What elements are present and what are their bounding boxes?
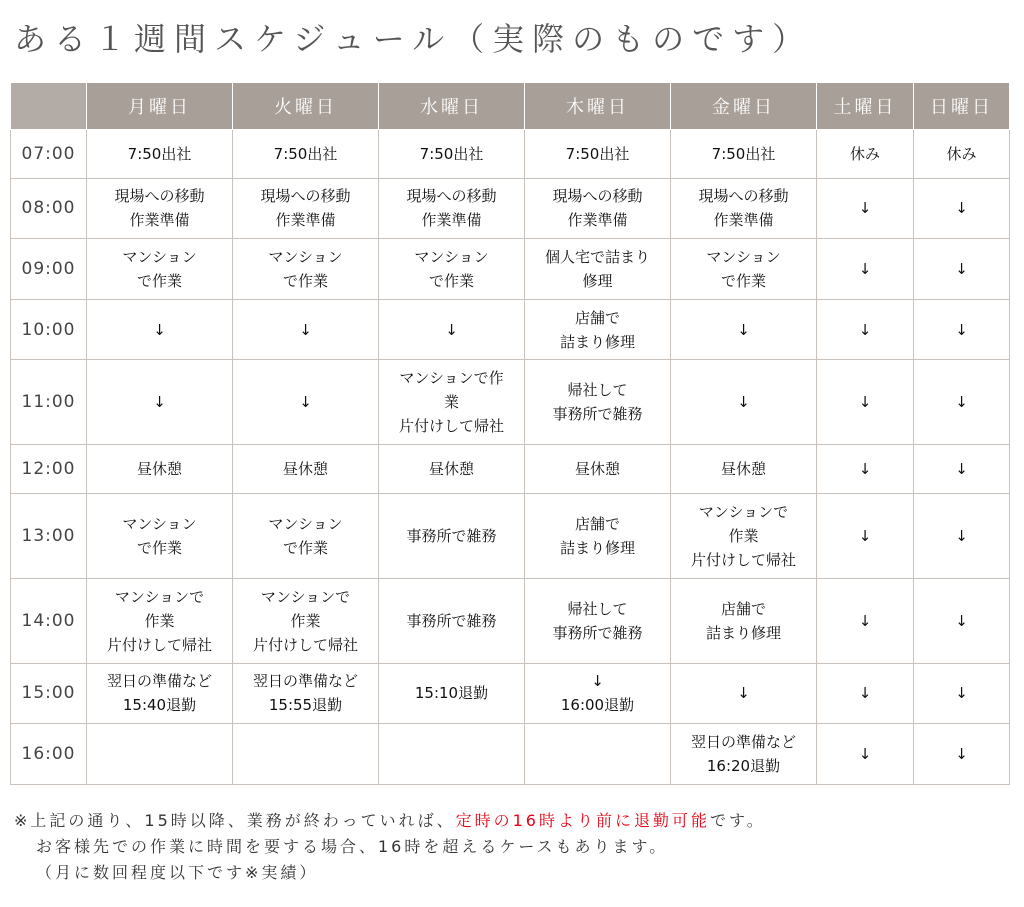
cell-text: 作業準備 (275, 211, 336, 230)
cell-text: マンション (268, 514, 343, 533)
cell-text: 事務所で雑務 (552, 623, 643, 642)
cell-text: ↓ (858, 460, 872, 479)
schedule-cell (817, 178, 914, 239)
cell-text: で作業 (428, 271, 474, 290)
footnote (14, 808, 766, 886)
cell-text: ↓ (955, 611, 968, 630)
schedule-cell (233, 239, 379, 300)
day-header: 木曜日 (525, 83, 671, 130)
cell-text: 昼休憩 (428, 460, 474, 479)
cell-text: 修理 (582, 271, 613, 290)
table-row (11, 445, 1010, 494)
schedule-cell (914, 299, 1010, 360)
page-title: ある１週間スケジュール（実際のものです） (14, 20, 813, 58)
cell-text: ↓ (858, 320, 872, 339)
cell-text: ↓ (858, 393, 872, 412)
time-label: 08:00 (11, 178, 87, 239)
schedule-cell (817, 663, 914, 724)
cell-text: ↓ (955, 199, 968, 218)
schedule-cell (233, 493, 379, 578)
schedule-cell (914, 360, 1010, 445)
cell-text: マンションで (114, 587, 205, 606)
cell-text: マンションで (698, 502, 789, 521)
schedule-cell (671, 360, 817, 445)
schedule-cell (379, 239, 525, 300)
cell-text: 7:50出社 (419, 144, 484, 163)
cell-text: 昼休憩 (282, 460, 328, 479)
schedule-cell (671, 663, 817, 724)
schedule-cell (525, 130, 671, 179)
cell-text: 店舗で (574, 514, 620, 533)
cell-text: 現場への移動 (260, 187, 351, 206)
footnote-text: ※上記の通り、15時以降、業務が終わっていれば、 (14, 811, 456, 830)
schedule-cell (87, 130, 233, 179)
cell-text: 7:50出社 (127, 144, 192, 163)
schedule-cell (817, 130, 914, 179)
schedule-cell (233, 663, 379, 724)
cell-text: ↓ (858, 611, 872, 630)
cell-text: 作業 (290, 611, 321, 630)
schedule-cell (87, 239, 233, 300)
cell-text: ↓ (955, 393, 968, 412)
cell-text: ↓ (737, 684, 750, 703)
cell-text: マンション (122, 247, 197, 266)
cell-text: 片付けして帰社 (252, 635, 358, 654)
cell-text: 昼休憩 (574, 460, 620, 479)
day-header: 火曜日 (233, 83, 379, 130)
cell-text: ↓ (955, 259, 968, 278)
schedule-cell (233, 299, 379, 360)
footnote-line-3: （月に数回程度以下です※実績） (36, 863, 319, 882)
schedule-cell (525, 663, 671, 724)
schedule-cell (525, 360, 671, 445)
cell-text: 業 (443, 393, 459, 412)
cell-text: 片付けして帰社 (690, 550, 796, 569)
schedule-cell (817, 578, 914, 663)
cell-text: ↓ (955, 526, 968, 545)
schedule-cell (525, 578, 671, 663)
schedule-cell (914, 178, 1010, 239)
day-header: 月曜日 (87, 83, 233, 130)
cell-text: マンション (706, 247, 781, 266)
footnote-highlight: 定時の16時より前に退勤可能 (455, 811, 710, 830)
cell-text: 片付けして帰社 (398, 417, 504, 436)
schedule-cell (379, 663, 525, 724)
schedule-cell (817, 724, 914, 785)
cell-text: ↓ (955, 745, 968, 764)
cell-text: 作業準備 (129, 211, 190, 230)
cell-text: 事務所で雑務 (406, 526, 497, 545)
schedule-cell (817, 445, 914, 494)
table-row (11, 578, 1010, 663)
time-label: 14:00 (11, 578, 87, 663)
cell-text: 作業 (728, 526, 759, 545)
cell-text: 翌日の準備など (106, 672, 212, 691)
schedule-cell (379, 445, 525, 494)
schedule-cell (87, 493, 233, 578)
cell-text: 作業 (144, 611, 175, 630)
cell-text: ↓ (153, 320, 166, 339)
cell-text: 作業準備 (713, 211, 774, 230)
table-row (11, 130, 1010, 179)
cell-text: 現場への移動 (114, 187, 205, 206)
schedule-cell (87, 663, 233, 724)
schedule-cell (87, 360, 233, 445)
schedule-cell (525, 178, 671, 239)
cell-text: 15:10退勤 (414, 684, 489, 703)
cell-text: 16:20退勤 (706, 757, 781, 776)
cell-text: ↓ (858, 259, 872, 278)
schedule-cell (379, 299, 525, 360)
header-row (11, 83, 1010, 130)
schedule-cell (914, 724, 1010, 785)
cell-text: 片付けして帰社 (106, 635, 212, 654)
schedule-cell (233, 130, 379, 179)
schedule-cell (914, 663, 1010, 724)
schedule-cell (87, 178, 233, 239)
cell-text: 事務所で雑務 (406, 611, 497, 630)
schedule-cell (525, 493, 671, 578)
schedule-cell (87, 445, 233, 494)
cell-text: 事務所で雑務 (552, 405, 643, 424)
schedule-cell (671, 130, 817, 179)
cell-text: 詰まり修理 (559, 332, 635, 351)
cell-text: 翌日の準備など (690, 733, 796, 752)
schedule-cell (233, 178, 379, 239)
schedule-cell (525, 299, 671, 360)
cell-text: マンションで (260, 587, 351, 606)
cell-text: マンション (122, 514, 197, 533)
cell-text: 個人宅で詰まり (544, 247, 650, 266)
schedule-cell (87, 578, 233, 663)
header-corner (11, 83, 87, 130)
footnote-line-2: お客様先での作業に時間を要する場合、16時を超えるケースもあります。 (36, 837, 669, 856)
cell-text: 7:50出社 (273, 144, 338, 163)
schedule-cell (817, 360, 914, 445)
cell-text: で作業 (136, 271, 182, 290)
schedule-cell (914, 130, 1010, 179)
schedule-table (10, 82, 1010, 785)
day-header: 日曜日 (914, 83, 1010, 130)
schedule-cell (671, 493, 817, 578)
cell-text: ↓ (858, 684, 872, 703)
cell-text: で作業 (282, 271, 328, 290)
schedule-cell (233, 360, 379, 445)
schedule-cell (914, 493, 1010, 578)
cell-text: ↓ (591, 672, 604, 691)
schedule-cell (671, 724, 817, 785)
cell-text: マンション (268, 247, 343, 266)
table-row (11, 360, 1010, 445)
time-label: 12:00 (11, 445, 87, 494)
cell-text: で作業 (136, 538, 182, 557)
cell-text: ↓ (299, 320, 312, 339)
time-label: 11:00 (11, 360, 87, 445)
schedule-cell (914, 239, 1010, 300)
schedule-cell (87, 299, 233, 360)
schedule-body (11, 130, 1010, 785)
schedule-cell (379, 493, 525, 578)
footnote-line-1 (14, 808, 766, 834)
cell-text: 現場への移動 (698, 187, 789, 206)
table-row (11, 299, 1010, 360)
time-label: 07:00 (11, 130, 87, 179)
cell-text: 16:00退勤 (560, 696, 635, 715)
table-row (11, 493, 1010, 578)
cell-text: 7:50出社 (711, 144, 776, 163)
day-header: 水曜日 (379, 83, 525, 130)
schedule-cell (525, 445, 671, 494)
schedule-cell (379, 130, 525, 179)
cell-text: ↓ (299, 393, 312, 412)
cell-text: 詰まり修理 (705, 623, 781, 642)
table-row (11, 724, 1010, 785)
cell-text: で作業 (720, 271, 766, 290)
cell-text: 現場への移動 (552, 187, 643, 206)
cell-text: 7:50出社 (565, 144, 630, 163)
schedule-cell (671, 578, 817, 663)
schedule-cell (233, 724, 379, 785)
schedule-cell (379, 578, 525, 663)
time-label: 13:00 (11, 493, 87, 578)
cell-text: ↓ (955, 320, 968, 339)
day-header: 金曜日 (671, 83, 817, 130)
schedule-cell (379, 360, 525, 445)
cell-text: ↓ (858, 745, 872, 764)
cell-text: ↓ (858, 526, 872, 545)
cell-text: ↓ (153, 393, 166, 412)
table-row (11, 239, 1010, 300)
cell-text: で作業 (282, 538, 328, 557)
schedule-cell (525, 239, 671, 300)
cell-text: 詰まり修理 (559, 538, 635, 557)
cell-text: 作業準備 (421, 211, 482, 230)
schedule-cell (379, 178, 525, 239)
cell-text: ↓ (737, 393, 750, 412)
time-label: 10:00 (11, 299, 87, 360)
table-row (11, 178, 1010, 239)
cell-text: ↓ (955, 460, 968, 479)
schedule-cell (817, 493, 914, 578)
cell-text: 帰社して (567, 599, 628, 618)
cell-text: ↓ (955, 684, 968, 703)
cell-text: 昼休憩 (720, 460, 766, 479)
schedule-cell (233, 445, 379, 494)
schedule-cell (817, 299, 914, 360)
footnote-text: です。 (709, 811, 766, 830)
time-label: 15:00 (11, 663, 87, 724)
cell-text: 作業準備 (567, 211, 628, 230)
schedule-cell (671, 299, 817, 360)
cell-text: 店舗で (720, 599, 766, 618)
schedule-cell (671, 178, 817, 239)
cell-text: 15:55退勤 (268, 696, 343, 715)
cell-text: 現場への移動 (406, 187, 497, 206)
cell-text: ↓ (737, 320, 750, 339)
cell-text: 休み (946, 144, 977, 163)
schedule-cell (671, 239, 817, 300)
cell-text: マンション (414, 247, 489, 266)
schedule-cell (233, 578, 379, 663)
cell-text: 店舗で (574, 308, 620, 327)
schedule-cell (87, 724, 233, 785)
cell-text: 昼休憩 (136, 460, 182, 479)
schedule-cell (914, 445, 1010, 494)
cell-text: 翌日の準備など (252, 672, 358, 691)
cell-text: 15:40退勤 (122, 696, 197, 715)
schedule-cell (817, 239, 914, 300)
schedule-cell (525, 724, 671, 785)
cell-text: ↓ (445, 320, 458, 339)
time-label: 09:00 (11, 239, 87, 300)
schedule-cell (914, 578, 1010, 663)
day-header: 土曜日 (817, 83, 914, 130)
cell-text: ↓ (858, 199, 872, 218)
schedule-cell (671, 445, 817, 494)
time-label: 16:00 (11, 724, 87, 785)
table-row (11, 663, 1010, 724)
cell-text: 休み (849, 144, 880, 163)
schedule-cell (379, 724, 525, 785)
cell-text: マンションで作 (399, 369, 504, 388)
cell-text: 帰社して (567, 381, 628, 400)
